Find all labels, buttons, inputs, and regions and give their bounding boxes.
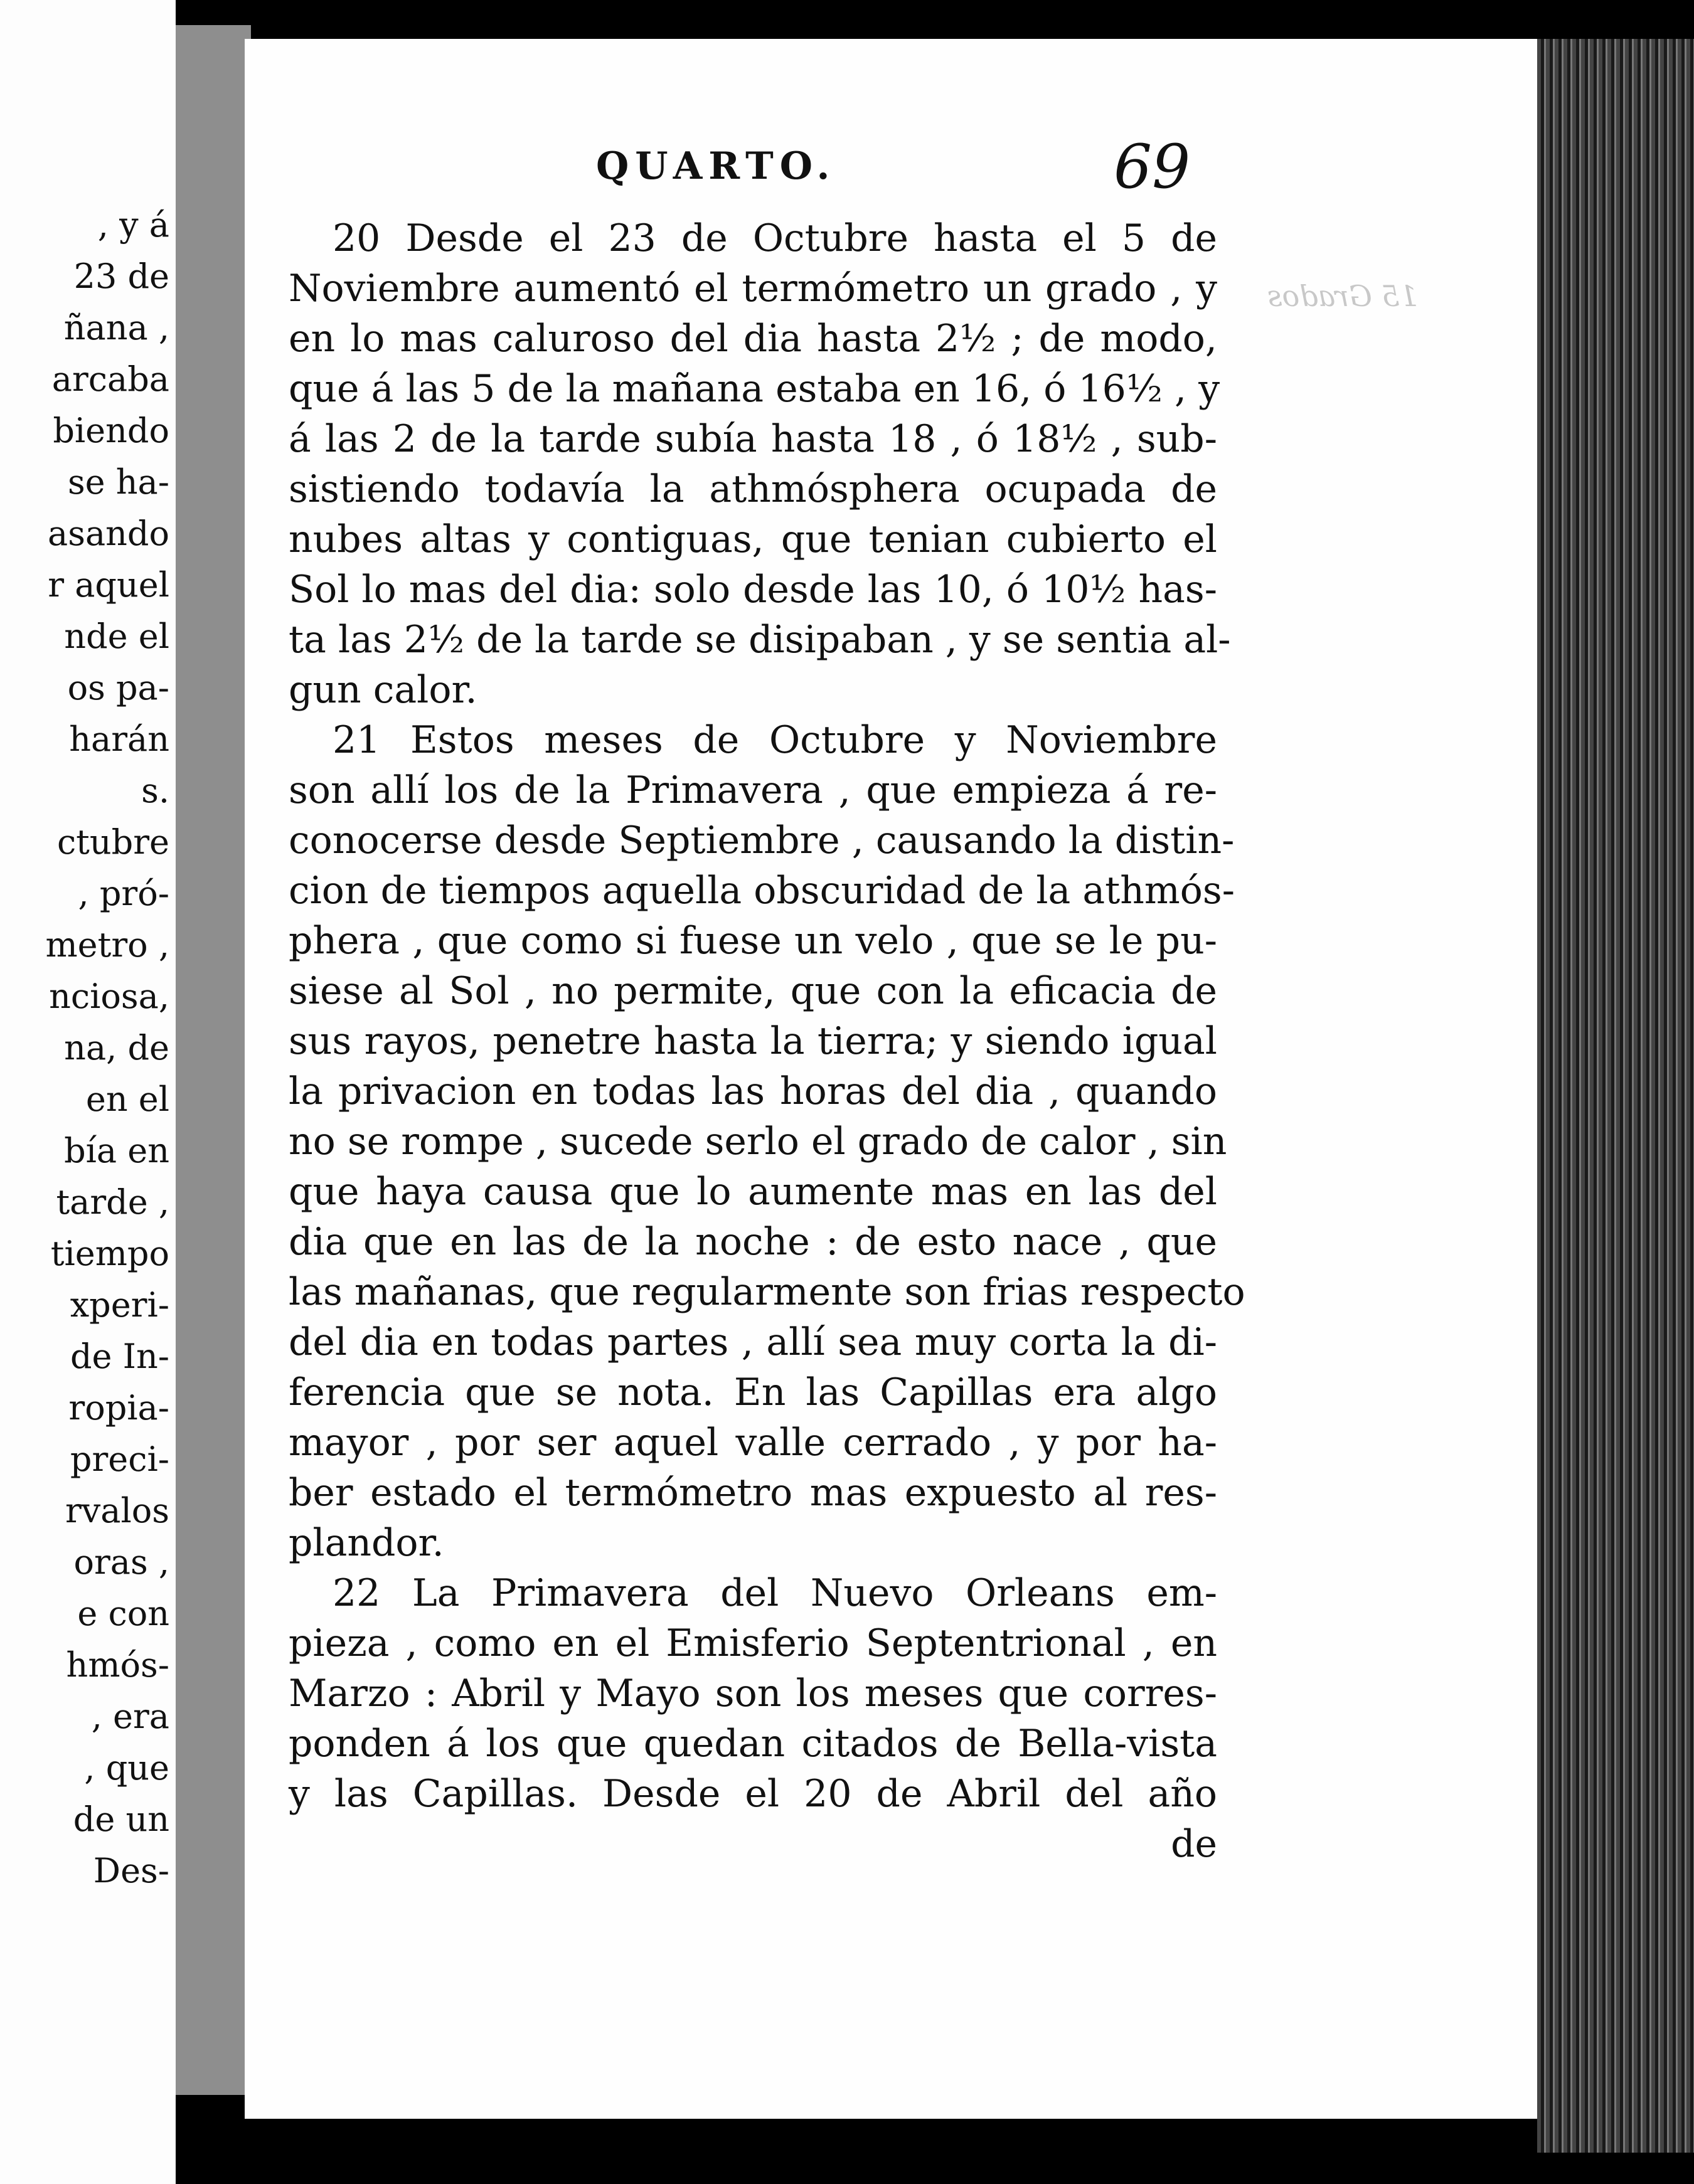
text-line: pieza , como en el Emisferio Septentrional , en — [289, 1621, 1217, 1665]
previous-page-line: xperi- — [70, 1285, 169, 1325]
text-line: gun calor. — [289, 668, 477, 712]
previous-page-line: metro , — [45, 925, 169, 965]
previous-page-line: tarde , — [56, 1182, 169, 1222]
previous-page-line: nde el — [64, 617, 169, 656]
text-line: que haya causa que lo aumente mas en las del — [289, 1170, 1217, 1214]
previous-page-line: nciosa, — [49, 977, 169, 1016]
previous-page-line: oras , — [73, 1542, 169, 1582]
text-line: Sol lo mas del dia: solo desde las 10, ó 10½ has- — [289, 568, 1217, 612]
previous-page-line: e con — [77, 1594, 169, 1633]
previous-page-line: ñana , — [63, 308, 169, 347]
text-line: á las 2 de la tarde subía hasta 18 , ó 18½ , sub- — [289, 417, 1217, 461]
page-edges — [1537, 39, 1694, 2153]
text-line: del dia en todas partes , allí sea muy corta la di- — [289, 1320, 1217, 1364]
previous-page-line: de In- — [70, 1337, 169, 1376]
text-line: 21 Estos meses de Octubre y Noviembre — [333, 718, 1217, 762]
paragraph-22 — [289, 1568, 1217, 1819]
previous-page-text — [45, 199, 169, 1897]
previous-page-line: asando — [48, 514, 169, 553]
margin-note: 15 Grados — [1267, 279, 1419, 313]
text-line: dia que en las de la noche : de esto nace , que — [289, 1220, 1217, 1264]
previous-page-line: , era — [91, 1697, 169, 1736]
text-line: son allí los de la Primavera , que empieza á re- — [289, 768, 1217, 812]
previous-page-line: arcaba — [51, 359, 169, 399]
previous-page-line: tiempo — [50, 1234, 169, 1273]
page-number: 69 — [1114, 132, 1191, 202]
previous-page-line: en el — [85, 1079, 169, 1119]
previous-page-line: os pa- — [67, 668, 169, 708]
running-header: QUARTO. — [596, 144, 836, 188]
text-line: plandor. — [289, 1521, 444, 1565]
paragraph-20 — [289, 213, 1231, 715]
body-text — [289, 213, 1245, 1869]
text-line: cion de tiempos aquella obscuridad de la athmós- — [289, 869, 1235, 913]
text-line: que á las 5 de la mañana estaba en 16, ó 16½ , y — [289, 367, 1220, 411]
text-line: las mañanas, que regularmente son frias respecto — [289, 1270, 1245, 1314]
text-line: siese al Sol , no permite, que con la eficacia de — [289, 969, 1217, 1013]
text-line: 20 Desde el 23 de Octubre hasta el 5 de — [333, 216, 1217, 260]
text-line: phera , que como si fuese un velo , que se le pu- — [289, 919, 1217, 963]
book-gutter — [176, 25, 251, 2095]
text-line: 22 La Primavera del Nuevo Orleans em- — [333, 1571, 1217, 1615]
previous-page-line: s. — [141, 771, 169, 810]
text-line: y las Capillas. Desde el 20 de Abril del año — [289, 1772, 1217, 1816]
text-line: Marzo : Abril y Mayo son los meses que corres- — [289, 1672, 1217, 1715]
previous-page-line: , pró- — [78, 874, 169, 913]
previous-page-line: ropia- — [68, 1388, 169, 1428]
text-line: Noviembre aumentó el termómetro un grado , y — [289, 267, 1217, 310]
text-line: mayor , por ser aquel valle cerrado , y por ha- — [289, 1421, 1217, 1465]
text-line: ferencia que se nota. En las Capillas era algo — [289, 1370, 1217, 1414]
text-line: en lo mas caluroso del dia hasta 2½ ; de modo, — [289, 317, 1217, 361]
previous-page-line: preci- — [70, 1439, 169, 1479]
previous-page-line: 23 de — [73, 257, 169, 296]
previous-page-line: , y á — [97, 205, 169, 245]
text-line: ber estado el termómetro mas expuesto al res- — [289, 1471, 1217, 1515]
text-line: ponden á los que quedan citados de Bella-vista — [289, 1722, 1217, 1766]
text-line: conocerse desde Septiembre , causando la distin- — [289, 819, 1235, 862]
previous-page-line: na, de — [64, 1028, 169, 1068]
previous-page-line: Des- — [93, 1851, 169, 1890]
previous-page-line: bía en — [64, 1131, 169, 1170]
previous-page-line: r aquel — [48, 565, 169, 605]
text-line: ta las 2½ de la tarde se disipaban , y se sentia al- — [289, 618, 1231, 662]
text-line: nubes altas y contiguas, que tenian cubierto el — [289, 517, 1217, 561]
text-line: sus rayos, penetre hasta la tierra; y siendo igual — [289, 1019, 1217, 1063]
previous-page-line: de un — [73, 1800, 169, 1839]
previous-page-line: ctubre — [56, 822, 169, 862]
previous-page — [0, 0, 176, 2184]
previous-page-line: harán — [69, 719, 169, 759]
text-line: no se rompe , sucede serlo el grado de calor , sin — [289, 1120, 1227, 1164]
paragraph-21 — [289, 715, 1245, 1568]
previous-page-line: , que — [84, 1748, 169, 1788]
previous-page-line: se ha- — [67, 462, 169, 502]
catchword: de — [1171, 1822, 1217, 1866]
previous-page-line: rvalos — [65, 1491, 169, 1530]
text-line: la privacion en todas las horas del dia , quando — [289, 1069, 1217, 1113]
text-line: sistiendo todavía la athmósphera ocupada de — [289, 467, 1217, 511]
previous-page-line: hmós- — [66, 1645, 169, 1685]
previous-page-line: biendo — [53, 411, 169, 450]
